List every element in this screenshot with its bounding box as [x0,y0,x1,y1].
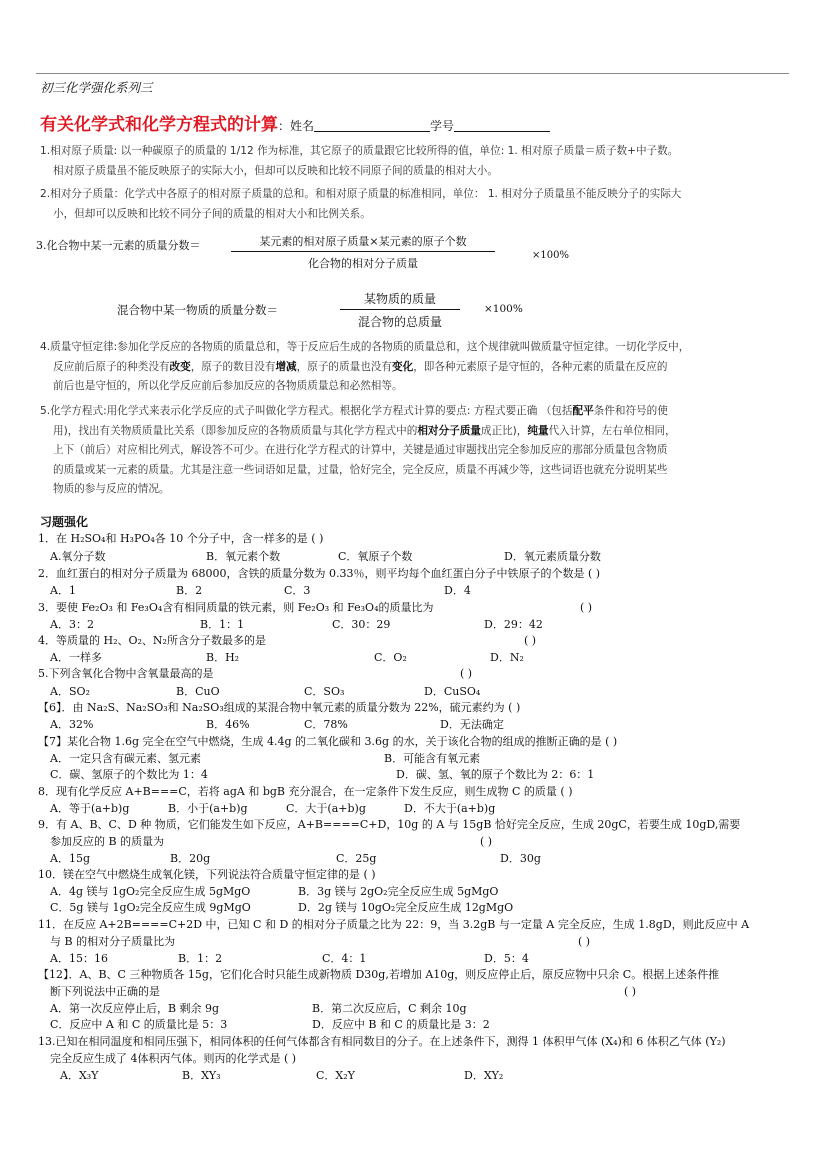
q3-option-b[interactable]: B．1：1 [200,618,245,631]
q2-option-b[interactable]: B．2 [176,584,203,597]
question-13-line-2: 完全反应生成了 4体积丙气体。则丙的化学式是 ( ) [50,1052,297,1065]
q13-option-d[interactable]: D．XY₂ [464,1069,504,1082]
q13-option-a[interactable]: A．X₃Y [60,1069,99,1082]
q6-option-b[interactable]: B．46% [206,718,250,731]
q8-option-d[interactable]: D．不大于(a+b)g [404,802,496,815]
mixture-fraction [340,290,460,330]
question-9-line-2: 参加反应的 B 的质量为 [50,835,165,848]
q12-option-b[interactable]: B．第二次反应后，C 剩余 10g [312,1002,467,1015]
name-blank[interactable] [314,118,430,132]
q12-option-c[interactable]: C．反应中 A 和 C 的质量比是 5：3 [50,1018,228,1031]
q3-option-d[interactable]: D．29：42 [484,618,543,631]
q9-option-a[interactable]: A．15g [50,852,90,865]
q1-option-d[interactable]: D．氧元素质量分数 [504,550,601,563]
id-blank[interactable] [454,118,550,132]
q4-option-c[interactable]: C．O₂ [374,651,407,664]
q8-option-b[interactable]: B．小于(a+b)g [168,802,248,815]
question-11-line-2: 与 B 的相对分子质量比为 [50,935,176,948]
title-line [40,110,550,135]
q4-option-a[interactable]: A．一样多 [50,651,102,664]
q4-answer-paren[interactable]: ( ) [524,634,537,647]
q3-option-c[interactable]: C．30：29 [332,618,391,631]
q11-answer-paren[interactable]: ( ) [578,935,591,948]
question-8: 8．现有化学反应 A+B===C，若将 agA 和 bgB 充分混合，在一定条件下发生反应，则生成物 C 的质量 ( ) [38,785,573,798]
question-12-line-2: 断下列说法中正确的是 [50,985,160,998]
question-13: 13.已知在相同温度和相同压强下，相同体积的任何气体都含有相同数目的分子。在上述条件下，测得 1 体积甲气体 (X₄)和 6 体积乙气体 (Y₂) [38,1035,726,1048]
q11-option-c[interactable]: C．4：1 [322,952,367,965]
q13-option-c[interactable]: C．X₂Y [316,1069,355,1082]
q7-option-c[interactable]: C．碳、氢原子的个数比为 1：4 [50,768,208,781]
q8-option-c[interactable]: C．大于(a+b)g [286,802,366,815]
q3-option-a[interactable]: A．3：2 [50,618,94,631]
q10-option-d[interactable]: D．2g 镁与 10gO₂完全反应生成 12gMgO [298,901,514,914]
q1-option-c[interactable]: C．氧原子个数 [338,550,413,563]
element-fraction-percent: ×100% [532,250,569,261]
worksheet-title: 有关化学式和化学方程式的计算 [40,115,278,135]
mixture-fraction-percent: ×100% [484,303,523,315]
q12-option-a[interactable]: A．第一次反应停止后，B 剩余 9g [50,1002,220,1015]
q3-answer-paren[interactable]: ( ) [580,601,593,614]
section-title: 习题强化 [40,515,89,529]
q4-option-d[interactable]: D．N₂ [490,651,524,664]
question-5: 5.下列含氧化合物中含氧量最高的是 [38,667,214,680]
q11-option-a[interactable]: A．15：16 [50,952,108,965]
question-3: 3．要使 Fe₂O₃ 和 Fe₃O₄含有相同质量的铁元素，则 Fe₂O₃ 和 Fe₃O₄的质量比为 [38,601,434,614]
q1-option-a[interactable]: A.氧分子数 [50,550,106,563]
mixture-fraction-label: 混合物中某一物质的质量分数＝ [117,303,278,317]
q5-option-a[interactable]: A．SO₂ [50,685,90,698]
q9-answer-paren[interactable]: ( ) [480,835,493,848]
series-header: 初三化学强化系列三 [40,80,153,95]
q7-option-d[interactable]: D．碳、氢、氧的原子个数比为 2：6：1 [396,768,595,781]
q5-option-d[interactable]: D．CuSO₄ [424,685,481,698]
q12-answer-paren[interactable]: ( ) [624,985,637,998]
q2-option-d[interactable]: D．4 [444,584,471,597]
mixture-fraction-numerator: 某物质的质量 [340,290,460,310]
mixture-fraction-denominator: 混合物的总质量 [357,315,442,329]
q5-option-c[interactable]: C．SO₃ [304,685,345,698]
q10-option-b[interactable]: B．3g 镁与 2gO₂完全反应生成 5gMgO [298,885,499,898]
q9-option-c[interactable]: C．25g [336,852,377,865]
question-4: 4．等质量的 H₂、O₂、N₂所含分子数最多的是 [38,634,266,647]
element-fraction-denominator: 化合物的相对分子质量 [308,257,418,270]
q8-option-a[interactable]: A．等于(a+b)g [50,802,130,815]
intro-para-1: 1.相对原子质量: 以一种碳原子的质量的 1/12 作为标准，其它原子的质量跟它比较所得的值，单位: 1. 相对原子质量＝质子数+中子数。 相对原子质量虽不能反映原子的实际大小，但却可以反映和比较不同原子间的质量的相对大小。 [40,145,679,177]
q11-option-b[interactable]: B．1：2 [178,952,223,965]
intro-para-5: 5.化学方程式:用化学式来表示化学反应的式子叫做化学方程式。根据化学方程式计算的要点: 方程式要正确 （包括配平条件和符号的使 用)，找出有关物质质量比关系（即参加反应的各物质质量与其化学方程式中的相对分子质量成正比)，纯量代入计算，左右单位相同， 上下（前后）对应相比列式，解设答不可少。在进行化学方程式的计算中，关键是通过审题找出完全参加反应的那部分质量包含物质 的质量或某一元素的质量。尤其是注意一些词语如足量，过量，恰好完全，完全反应，质量不再减少等，这些词语也就充分说明某些 物质的参与反应的情况。 [40,405,676,496]
q7-option-b[interactable]: B．可能含有氧元素 [384,752,481,765]
q5-answer-paren[interactable]: ( ) [460,667,473,680]
q9-option-b[interactable]: B．20g [170,852,211,865]
name-label: ：姓名 [278,119,315,133]
q13-option-b[interactable]: B．XY₃ [182,1069,221,1082]
q10-option-c[interactable]: C．5g 镁与 1gO₂完全反应生成 9gMgO [50,901,251,914]
question-1: 1．在 H₂SO₄和 H₃PO₄各 10 个分子中，含一样多的是 ( ) [38,532,324,545]
intro-para-4: 4.质量守恒定律:参加化学反应的各物质的质量总和，等于反应后生成的各物质的质量总和，这个规律就叫做质量守恒定律。一切化学反中， 反应前后原子的种类没有改变，原子的数目没有增减，原子的质量也没有变化，即各种元素原子是守恒的，各种元素的质量在反应的 前后也是守恒的，所以化学反应前后参加反应的各物质质量总和必然相等。 [40,341,690,393]
question-2: 2．血红蛋白的相对分子质量为 68000，含铁的质量分数为 0.33％，则平均每个血红蛋白分子中铁原子的个数是 ( ) [38,567,601,580]
q2-option-a[interactable]: A．1 [50,584,76,597]
question-6: 【6】．由 Na₂S、Na₂SO₃和 Na₂SO₃组成的某混合物中氧元素的质量分数为 22%，硫元素约为 ( ) [38,701,521,714]
q5-option-b[interactable]: B．CuO [176,685,220,698]
element-fraction-numerator: 某元素的相对原子质量×某元素的原子个数 [231,233,495,252]
q10-option-a[interactable]: A．4g 镁与 1gO₂完全反应生成 5gMgO [50,885,251,898]
question-7: 【7】某化合物 1.6g 完全在空气中燃烧，生成 4.4g 的二氧化碳和 3.6g 的水，关于该化合物的组成的推断正确的是 ( ) [38,735,618,748]
id-label: 学号 [430,119,455,133]
question-9: 9．有 A、B、C、D 种 物质，它们能发生如下反应，A+B====C+D，10g 的 A 与 15gB 恰好完全反应，生成 20gC，若要生成 10gD,需要 [38,818,741,831]
q9-option-d[interactable]: D．30g [500,852,541,865]
element-fraction-label: 3.化合物中某一元素的质量分数＝ [36,239,201,252]
q2-option-c[interactable]: C．3 [284,584,311,597]
q1-option-b[interactable]: B．氧元素个数 [206,550,281,563]
q4-option-b[interactable]: B．H₂ [206,651,240,664]
question-11: 11．在反应 A+2B====C+2D 中，已知 C 和 D 的相对分子质量之比为 22：9，当 3.2gB 与一定量 A 完全反应，生成 1.8gD，则此反应中 A [38,918,750,931]
question-12: 【12】．A、B、C 三种物质各 15g，它们化合时只能生成新物质 D30g,若增加 A10g，则反应停止后，原反应物中只余 C。根据上述条件推 [38,968,720,981]
question-10: 10．镁在空气中燃烧生成氧化镁，下列说法符合质量守恒定律的是 ( ) [38,868,376,881]
q6-option-d[interactable]: D．无法确定 [440,718,504,731]
element-fraction [231,233,495,271]
q6-option-c[interactable]: C．78% [304,718,348,731]
q6-option-a[interactable]: A．32% [50,718,94,731]
q7-option-a[interactable]: A．一定只含有碳元素、氢元素 [50,752,201,765]
intro-para-2: 2.相对分子质量：化学式中各原子的相对原子质量的总和。和相对原子质量的标准相同，单位： 1. 相对分子质量虽不能反映分子的实际大 小，但却可以反映和比较不同分子间的质量的相对大小和比例关系。 [40,188,682,220]
q12-option-d[interactable]: D．反应中 B 和 C 的质量比是 3：2 [312,1018,490,1031]
q11-option-d[interactable]: D．5：4 [484,952,529,965]
header-rule [36,73,789,74]
